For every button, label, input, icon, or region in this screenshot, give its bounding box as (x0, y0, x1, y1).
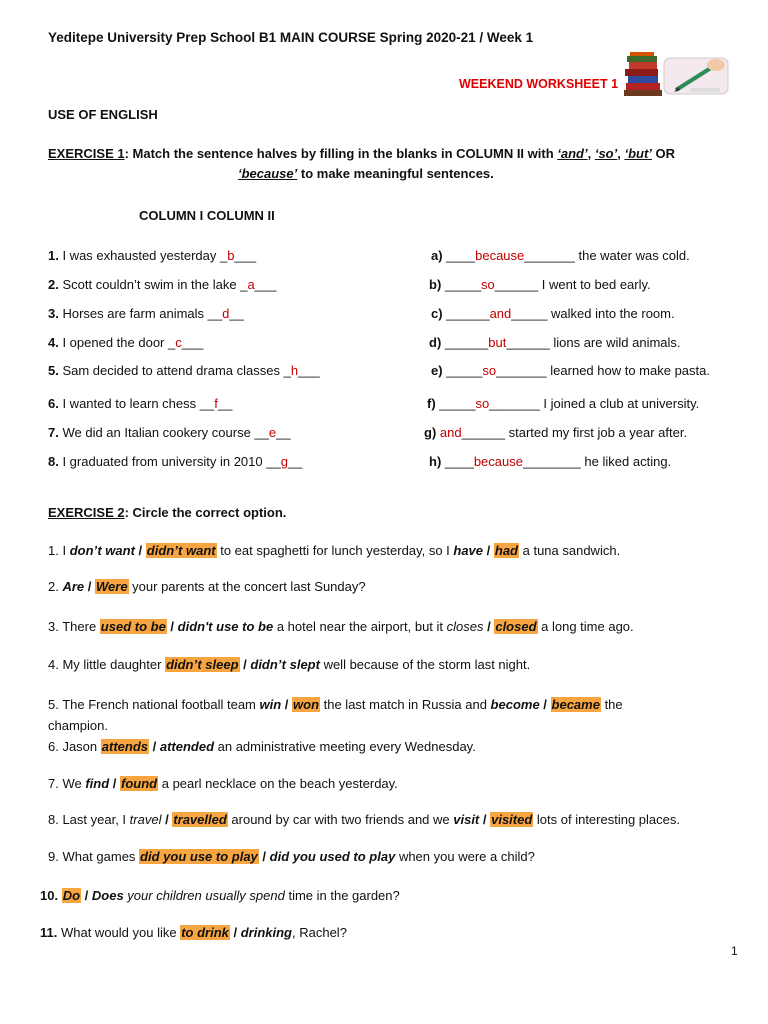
selected-option[interactable]: didn’t want (146, 543, 216, 558)
left-item: 7. We did an Italian cookery course __e__ (48, 425, 291, 440)
right-item: g) and______ started my first job a year after. (424, 425, 688, 440)
left-item: 1. I was exhausted yesterday _b___ (48, 248, 257, 263)
keyword-and: ‘and’ (557, 146, 588, 161)
answer-word[interactable]: and (439, 425, 462, 440)
selected-option[interactable]: Were (96, 579, 128, 594)
keyword-so: ‘so’ (594, 146, 618, 161)
option[interactable]: didn’t slept (250, 657, 320, 672)
option[interactable]: win (259, 697, 282, 712)
selected-option[interactable]: didn’t sleep (166, 657, 239, 672)
answer-word[interactable]: so (475, 396, 490, 411)
answer-blank[interactable]: d (222, 306, 230, 321)
answer-word[interactable]: because (475, 248, 525, 263)
section-heading: USE OF ENGLISH (48, 107, 158, 122)
selected-option[interactable]: visited (491, 812, 533, 827)
selected-option[interactable]: attends (101, 739, 148, 754)
right-item: e) _____so_______ learned how to make pasta. (431, 363, 710, 378)
selected-option[interactable]: won (293, 697, 320, 712)
selected-option[interactable]: did you use to play (140, 849, 258, 864)
answer-blank[interactable]: f (214, 396, 218, 411)
column-headers: COLUMN I COLUMN II (139, 208, 275, 223)
right-item: d) ______but______ lions are wild animals. (429, 335, 681, 350)
selected-option[interactable]: had (494, 543, 518, 558)
question-9: 9. What games did you use to play / did you used to play when you were a child? (48, 849, 535, 864)
right-item: h) ____because________ he liked acting. (429, 454, 672, 469)
question-3: 3. There used to be / didn't use to be a hotel near the airport, but it closes / closed a long time ago. (48, 619, 634, 634)
question-5: 5. The French national football team win / won the last match in Russia and become / became the (48, 697, 623, 712)
option[interactable]: Are (62, 579, 85, 594)
selected-option[interactable]: travelled (173, 812, 227, 827)
answer-blank[interactable]: e (268, 425, 277, 440)
option[interactable]: Does (91, 888, 124, 903)
option[interactable]: find (85, 776, 110, 791)
answer-blank[interactable]: a (247, 277, 255, 292)
question-8: 8. Last year, I travel / travelled around by car with two friends and we visit / visited lots of interesting places. (48, 812, 680, 827)
keyword-but: ‘but’ (624, 146, 652, 161)
option[interactable]: travel (129, 812, 162, 827)
right-item: c) ______and_____ walked into the room. (431, 306, 675, 321)
question-10: 10. Do / Does your children usually spend time in the garden? (40, 888, 400, 903)
document-header: Yeditepe University Prep School B1 MAIN COURSE Spring 2020-21 / Week 1 (48, 30, 534, 45)
option[interactable]: become (490, 697, 540, 712)
question-4: 4. My little daughter didn’t sleep / didn’t slept well because of the storm last night. (48, 657, 531, 672)
option[interactable]: visit (453, 812, 480, 827)
books-pencil-illustration (624, 52, 732, 98)
selected-option[interactable]: found (121, 776, 158, 791)
option[interactable]: didn't use to be (177, 619, 274, 634)
selected-option[interactable]: closed (495, 619, 537, 634)
exercise1-label: EXERCISE 1 (48, 146, 125, 161)
exercise1-instruction-line2 (238, 166, 494, 181)
left-item: 6. I wanted to learn chess __f__ (48, 396, 233, 411)
answer-word[interactable]: and (489, 306, 512, 321)
selected-option[interactable]: Do (62, 888, 81, 903)
question-5-continuation: champion. (48, 718, 108, 733)
question-7: 7. We find / found a pearl necklace on the beach yesterday. (48, 776, 398, 791)
worksheet-title: WEEKEND WORKSHEET 1 (459, 77, 619, 91)
question-6: 6. Jason attends / attended an administrative meeting every Wednesday. (48, 739, 476, 754)
right-item: a) ____because_______ the water was cold. (431, 248, 690, 263)
option[interactable]: attended (159, 739, 215, 754)
answer-blank[interactable]: b (227, 248, 235, 263)
option[interactable]: did you used to play (269, 849, 396, 864)
instruction-text: to make meaningful sentences. (297, 166, 494, 181)
question-11: 11. What would you like to drink / drinking, Rachel? (40, 925, 347, 940)
keyword-because: ‘because’ (238, 166, 298, 181)
left-item: 3. Horses are farm animals __d__ (48, 306, 244, 321)
instruction-text: : Match the sentence halves by filling in the blanks in COLUMN II with (124, 146, 558, 161)
exercise1-instruction: EXERCISE 1: Match the sentence halves by filling in the blanks in COLUMN II with ‘and’, ‘so’, ‘but’ OR (48, 146, 676, 161)
exercise2-instruction (48, 505, 286, 520)
exercise2-label: EXERCISE 2 (48, 505, 125, 520)
option[interactable]: don’t want (69, 543, 135, 558)
left-item: 2. Scott couldn’t swim in the lake _a___ (48, 277, 277, 292)
left-item: 4. I opened the door _c___ (48, 335, 204, 350)
answer-blank[interactable]: h (290, 363, 299, 378)
answer-word[interactable]: but (488, 335, 507, 350)
page-number: 1 (731, 944, 738, 958)
answer-word[interactable]: so (482, 363, 497, 378)
left-item: 8. I graduated from university in 2010 __g__ (48, 454, 303, 469)
question-2: 2. Are / Were your parents at the concert last Sunday? (48, 579, 366, 594)
left-item: 5. Sam decided to attend drama classes _h___ (48, 363, 320, 378)
answer-blank[interactable]: g (280, 454, 288, 469)
question-1: 1. I don’t want / didn’t want to eat spaghetti for lunch yesterday, so I have / had a tuna sandwich. (48, 543, 621, 558)
right-item: f) _____so_______ I joined a club at university. (427, 396, 700, 411)
answer-blank[interactable]: c (175, 335, 182, 350)
selected-option[interactable]: to drink (181, 925, 229, 940)
option[interactable]: drinking (240, 925, 292, 940)
selected-option[interactable]: used to be (100, 619, 166, 634)
option[interactable]: closes (446, 619, 484, 634)
option[interactable]: have (453, 543, 484, 558)
answer-word[interactable]: because (473, 454, 523, 469)
instruction-text: : Circle the correct option. (124, 505, 287, 520)
keyword-or: OR (651, 146, 676, 161)
right-item: b) _____so______ I went to bed early. (429, 277, 651, 292)
selected-option[interactable]: became (551, 697, 600, 712)
answer-word[interactable]: so (481, 277, 495, 292)
